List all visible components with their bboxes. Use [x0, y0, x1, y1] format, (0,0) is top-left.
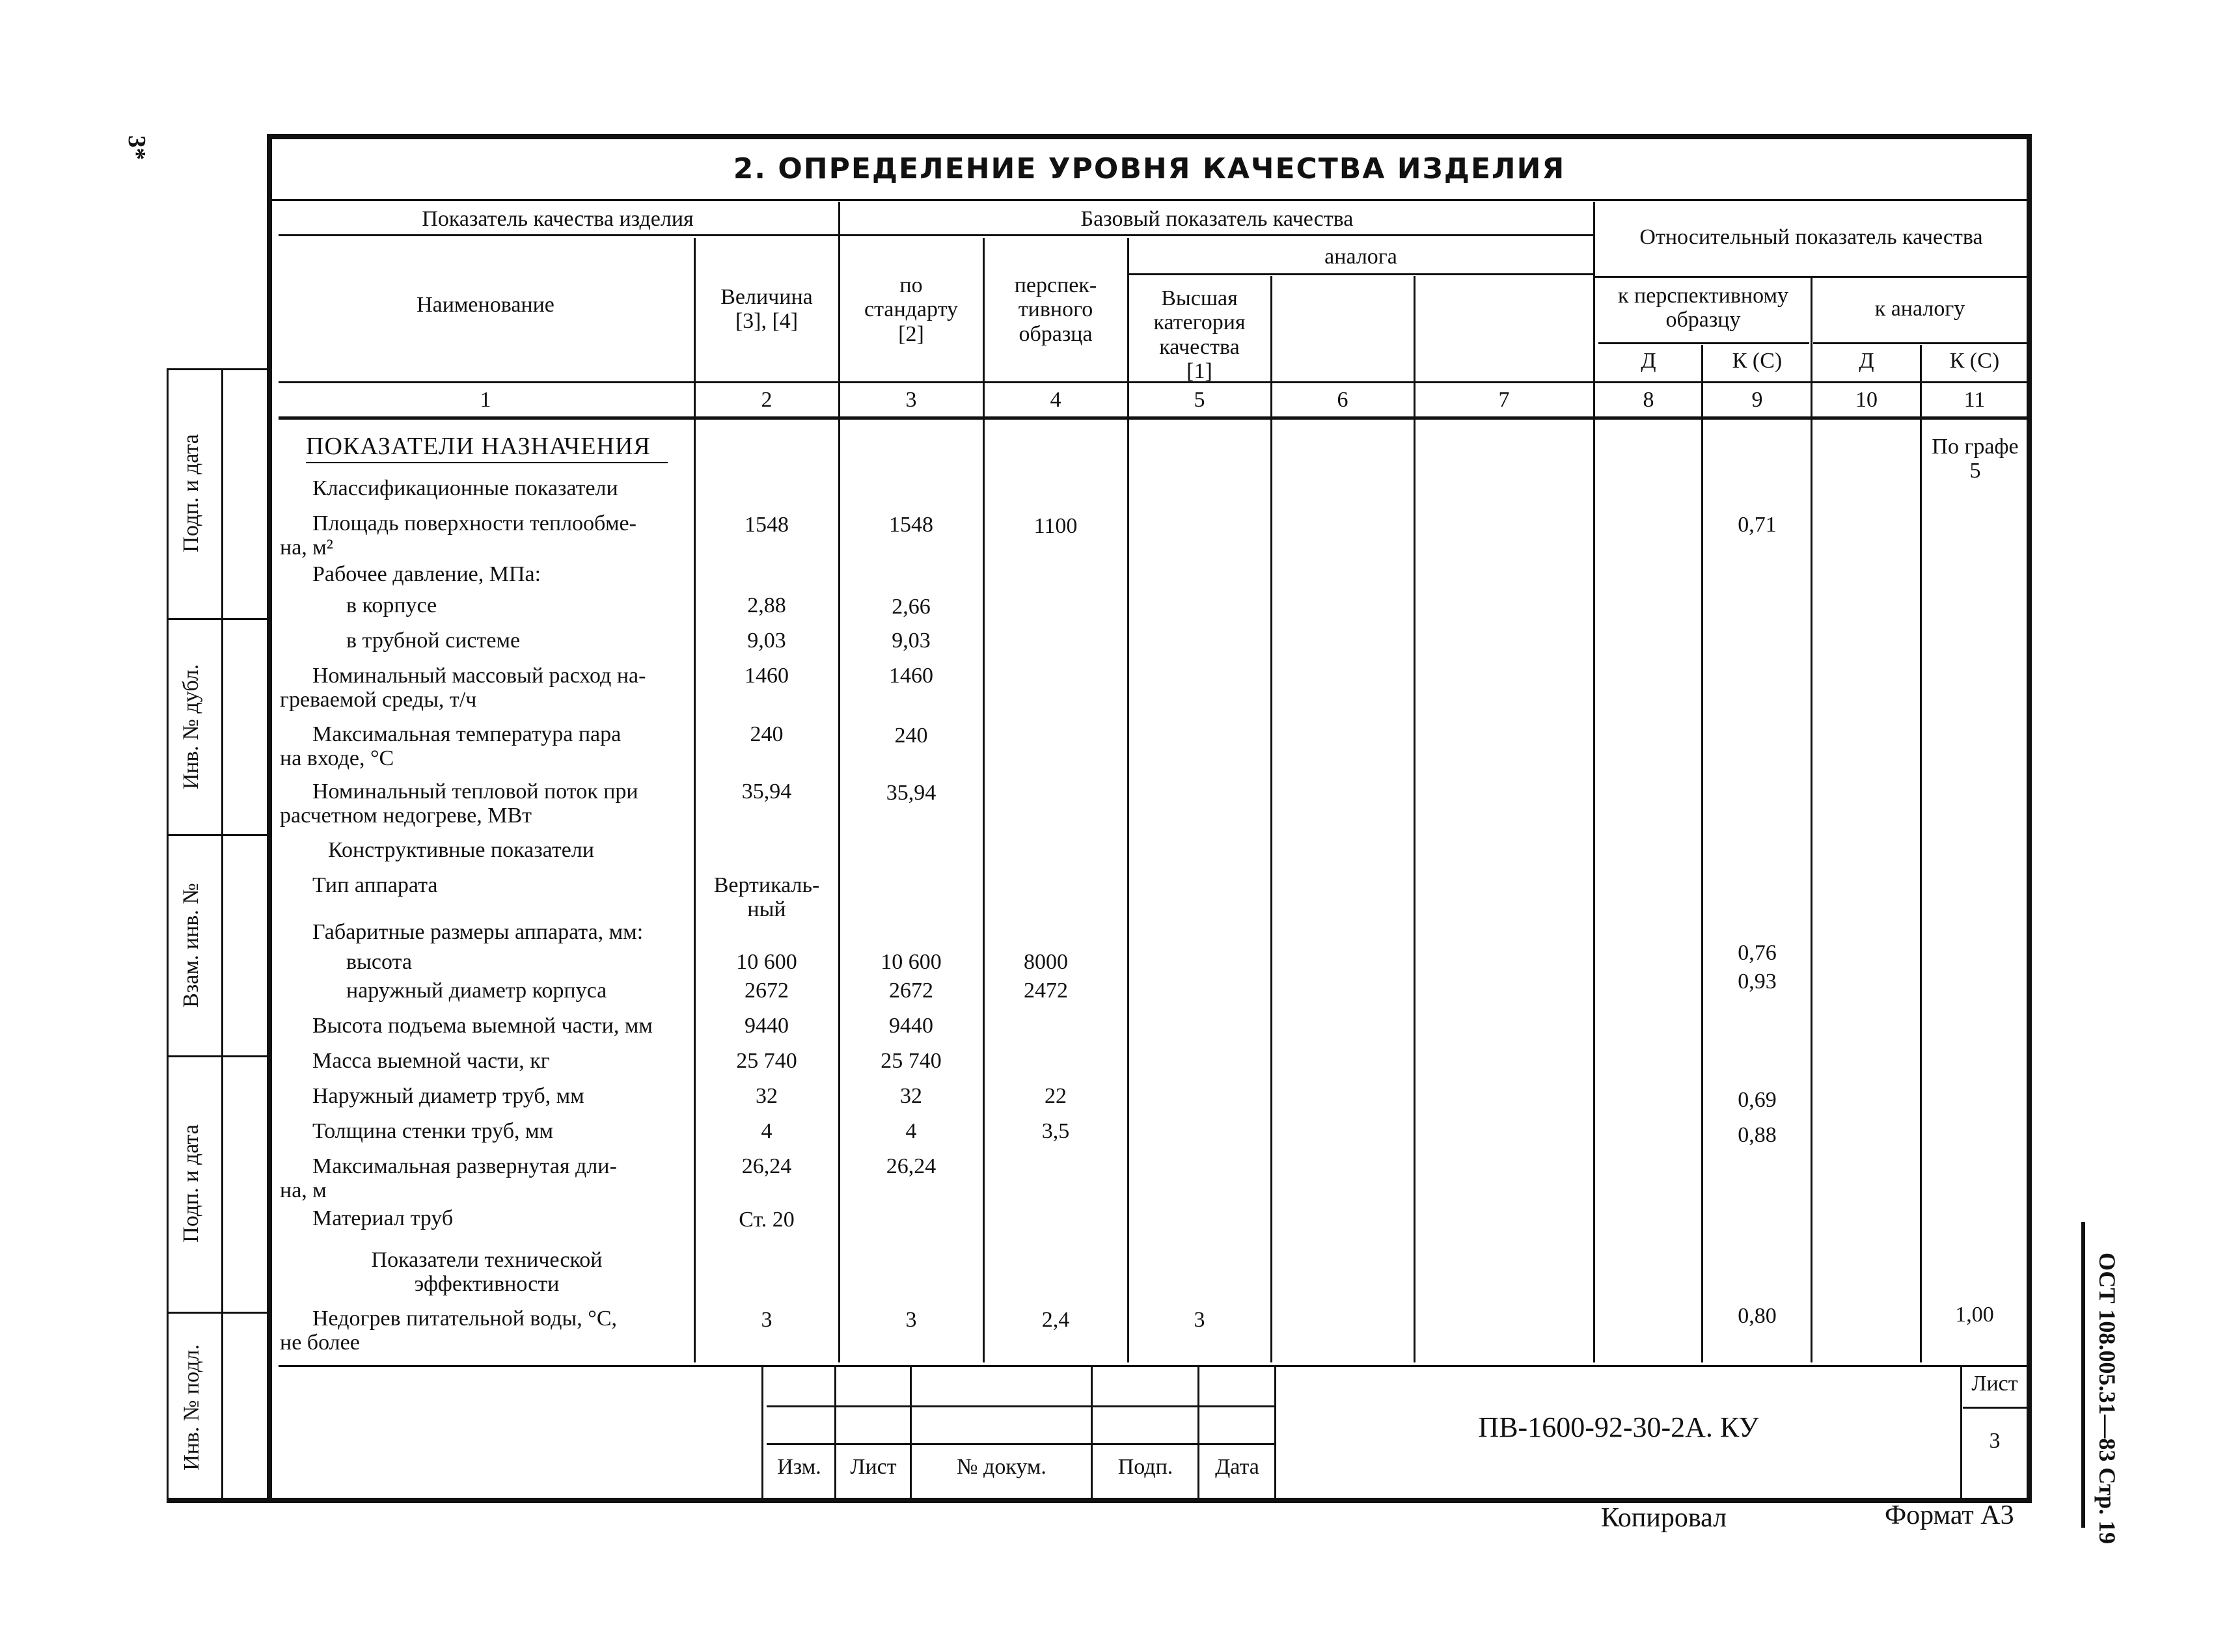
hdr-sub-rule-left — [1598, 342, 1809, 344]
hdr-analog-rule — [1128, 273, 1594, 275]
cell-col3: 9440 — [889, 1014, 933, 1038]
cell-col3: 240 — [894, 724, 928, 748]
cell-col9: 0,80 — [1738, 1304, 1777, 1328]
document-code: ПВ-1600-92-30-2А. КУ — [1478, 1411, 1759, 1443]
col-number: 10 — [1855, 388, 1878, 412]
cell-col3: 9,03 — [892, 629, 931, 653]
frame-left — [267, 134, 272, 1503]
hdr-d-col10: Д — [1859, 349, 1874, 373]
col-number: 9 — [1751, 388, 1763, 412]
row-label: Масса выемной части, кг — [312, 1049, 550, 1073]
document-standard-id: ОСТ 108.005.31—83 Стр. 19 — [2094, 1252, 2120, 1545]
side-label-repl-inv: Взам. инв. № — [179, 883, 203, 1008]
section-title-underline — [306, 462, 668, 463]
cell-col3: 1460 — [889, 664, 933, 688]
stamp-row2 — [767, 1443, 1274, 1445]
stamp-sheet-line — [1960, 1366, 1962, 1498]
row-label: в трубной системе — [346, 629, 521, 653]
stamp-row1 — [767, 1405, 1274, 1407]
cell-col4: 2,4 — [1041, 1308, 1070, 1332]
stamp-sheet-rule — [1963, 1407, 2027, 1409]
hdr-group-rule-2 — [840, 234, 1594, 236]
footer-copied: Копировал — [1601, 1503, 1727, 1533]
stamp-izm: Изм. — [777, 1455, 821, 1479]
cell-col5: 3 — [1194, 1308, 1205, 1332]
row-label: наружный диаметр корпуса — [346, 979, 607, 1003]
stamp-sheet-number: 3 — [1989, 1429, 2001, 1453]
right-margin-bar — [2081, 1222, 2085, 1528]
col-number: 6 — [1337, 388, 1348, 412]
col-number: 1 — [480, 388, 491, 412]
cell-col9: 0,71 — [1738, 513, 1777, 537]
cell-col9: 0,88 — [1738, 1123, 1777, 1147]
col-line-8 — [1593, 202, 1595, 1362]
hdr-numbers-rule — [279, 416, 2027, 420]
cell-col2: 9440 — [745, 1014, 789, 1038]
row-label: Конструктивные показатели — [328, 838, 594, 862]
hdr-sub-rule-right — [1813, 342, 2027, 344]
cell-col4: 8000 — [1024, 950, 1068, 974]
cell-col2: Ст. 20 — [739, 1208, 795, 1232]
row-label: Толщина стенки труб, мм — [312, 1119, 554, 1143]
hdr-relative-group: Относительный показатель качества — [1639, 225, 1983, 249]
side-label-dup-inv: Инв. № дубл. — [179, 664, 203, 790]
section-note: По графе 5 — [1932, 435, 2019, 483]
frame-top — [267, 134, 2032, 139]
hdr-standard: по стандарту [2] — [864, 273, 958, 346]
row-label: высота — [346, 950, 412, 974]
title-rule — [272, 199, 2027, 201]
row-label: Показатели технической эффективности — [371, 1248, 603, 1297]
cell-col2: 1460 — [745, 664, 789, 688]
hdr-k-col11: К (С) — [1949, 349, 2000, 373]
cell-col2: 25 740 — [736, 1049, 797, 1073]
hdr-to-perspective: к перспективному образцу — [1618, 284, 1788, 332]
row-label: Рабочее давление, МПа: — [312, 562, 541, 586]
hdr-indicator-group: Показатель качества изделия — [422, 207, 694, 231]
footer-format: Формат А3 — [1885, 1500, 2014, 1530]
col-line-6 — [1270, 276, 1272, 1362]
col-number: 4 — [1050, 388, 1061, 412]
row-label: Материал труб — [312, 1206, 454, 1230]
stamp-v3 — [910, 1366, 912, 1498]
side-label-sign-date-2: Подп. и дата — [179, 1124, 203, 1243]
row-label: Тип аппарата — [312, 873, 438, 897]
col-number: 7 — [1498, 388, 1510, 412]
col-line-11 — [1920, 345, 1922, 1362]
hdr-name: Наименование — [417, 293, 554, 317]
stamp-doc-no: № докум. — [957, 1455, 1046, 1479]
cell-col4: 1100 — [1033, 514, 1078, 538]
row-label: Номинальный тепловой поток при расчетном недогреве, МВт — [280, 779, 638, 828]
cell-col3: 26,24 — [886, 1154, 937, 1178]
stamp-v6 — [1274, 1366, 1276, 1498]
cell-col2: 2,88 — [747, 593, 786, 617]
frame-bottom — [167, 1498, 2032, 1503]
cell-col3: 1548 — [889, 513, 933, 537]
cell-col9: 0,93 — [1738, 969, 1777, 994]
cell-col3: 25 740 — [881, 1049, 942, 1073]
cell-col2: 35,94 — [741, 779, 792, 804]
row-label: в корпусе — [346, 593, 437, 617]
stamp-list: Лист — [850, 1455, 897, 1479]
cell-col4: 3,5 — [1041, 1119, 1070, 1143]
hdr-to-analog: к аналогу — [1874, 297, 1965, 321]
cell-col3: 10 600 — [881, 950, 942, 974]
cell-col2: 2672 — [745, 979, 789, 1003]
cell-col11: 1,00 — [1955, 1303, 1994, 1327]
stamp-date: Дата — [1215, 1455, 1259, 1479]
cell-col2: 9,03 — [747, 629, 786, 653]
side-mid — [221, 368, 223, 1503]
row-label: Максимальная развернутая дли- на, м — [280, 1154, 617, 1203]
corner-mark: 3* — [123, 135, 150, 160]
col-line-7 — [1414, 276, 1415, 1362]
row-label: Недогрев питательной воды, °С, не более — [280, 1307, 618, 1355]
cell-col2: 4 — [761, 1119, 773, 1143]
stamp-signature: Подп. — [1117, 1455, 1173, 1479]
cell-col2: 240 — [750, 722, 784, 746]
cell-col3: 32 — [900, 1084, 922, 1108]
stamp-top — [279, 1365, 2027, 1367]
cell-col2: 3 — [761, 1308, 773, 1332]
col-number: 5 — [1194, 388, 1205, 412]
col-number: 2 — [761, 388, 773, 412]
hdr-group-rule-1 — [279, 234, 838, 236]
cell-col3: 4 — [905, 1119, 917, 1143]
page-title: 2. ОПРЕДЕЛЕНИЕ УРОВНЯ КАЧЕСТВА ИЗДЕЛИЯ — [733, 152, 1566, 185]
hdr-highest: Высшая категория качества [1] — [1153, 286, 1246, 384]
col-number: 8 — [1643, 388, 1654, 412]
cell-col3: 2,66 — [892, 595, 931, 619]
row-label: Максимальная температура пара на входе, °С — [280, 722, 622, 771]
cell-col9: 0,76 — [1738, 941, 1777, 965]
side-label-orig-inv: Инв. № подл. — [180, 1344, 204, 1470]
hdr-analog: аналога — [1324, 245, 1397, 269]
hdr-perspective: перспек- тивного образца — [1014, 273, 1097, 346]
stamp-v4 — [1091, 1366, 1093, 1498]
side-div-1 — [167, 618, 269, 620]
hdr-base-group: Базовый показатель качества — [1080, 207, 1354, 231]
cell-col3: 2672 — [889, 979, 933, 1003]
hdr-d-col8: Д — [1641, 349, 1656, 373]
cell-col3: 35,94 — [886, 781, 937, 805]
stamp-v1 — [761, 1366, 763, 1498]
row-label: Номинальный массовый расход на- греваемой среды, т/ч — [280, 664, 646, 712]
cell-col2: 26,24 — [741, 1154, 792, 1178]
side-label-sign-date-1: Подп. и дата — [179, 434, 203, 552]
stamp-v2 — [834, 1366, 836, 1498]
cell-col2: 10 600 — [736, 950, 797, 974]
row-label: Наружный диаметр труб, мм — [312, 1084, 584, 1108]
cell-col2: 32 — [756, 1084, 778, 1108]
col-line-9 — [1701, 345, 1703, 1362]
col-number: 3 — [905, 388, 917, 412]
col-line-10 — [1811, 276, 1812, 1362]
cell-col9: 0,69 — [1738, 1088, 1777, 1112]
cell-col2: 1548 — [745, 513, 789, 537]
cell-col4: 2472 — [1024, 979, 1068, 1003]
cell-col4: 22 — [1045, 1084, 1067, 1108]
hdr-value: Величина [3], [4] — [720, 285, 813, 334]
col-number: 11 — [1963, 388, 1986, 412]
side-left — [167, 368, 169, 1503]
frame-right — [2027, 134, 2032, 1503]
hdr-k-col9: К (С) — [1732, 349, 1783, 373]
row-label: Габаритные размеры аппарата, мм: — [312, 920, 644, 944]
section-title: ПОКАЗАТЕЛИ НАЗНАЧЕНИЯ — [306, 433, 651, 460]
row-label: Классификационные показатели — [312, 476, 618, 500]
row-label: Высота подъема выемной части, мм — [312, 1014, 653, 1038]
cell-col3: 3 — [905, 1308, 917, 1332]
cell-col2: Вертикаль- ный — [713, 873, 820, 922]
stamp-sheet-label: Лист — [1971, 1372, 2018, 1396]
stamp-v5 — [1197, 1366, 1199, 1498]
row-label: Площадь поверхности теплообме- на, м² — [280, 511, 636, 560]
